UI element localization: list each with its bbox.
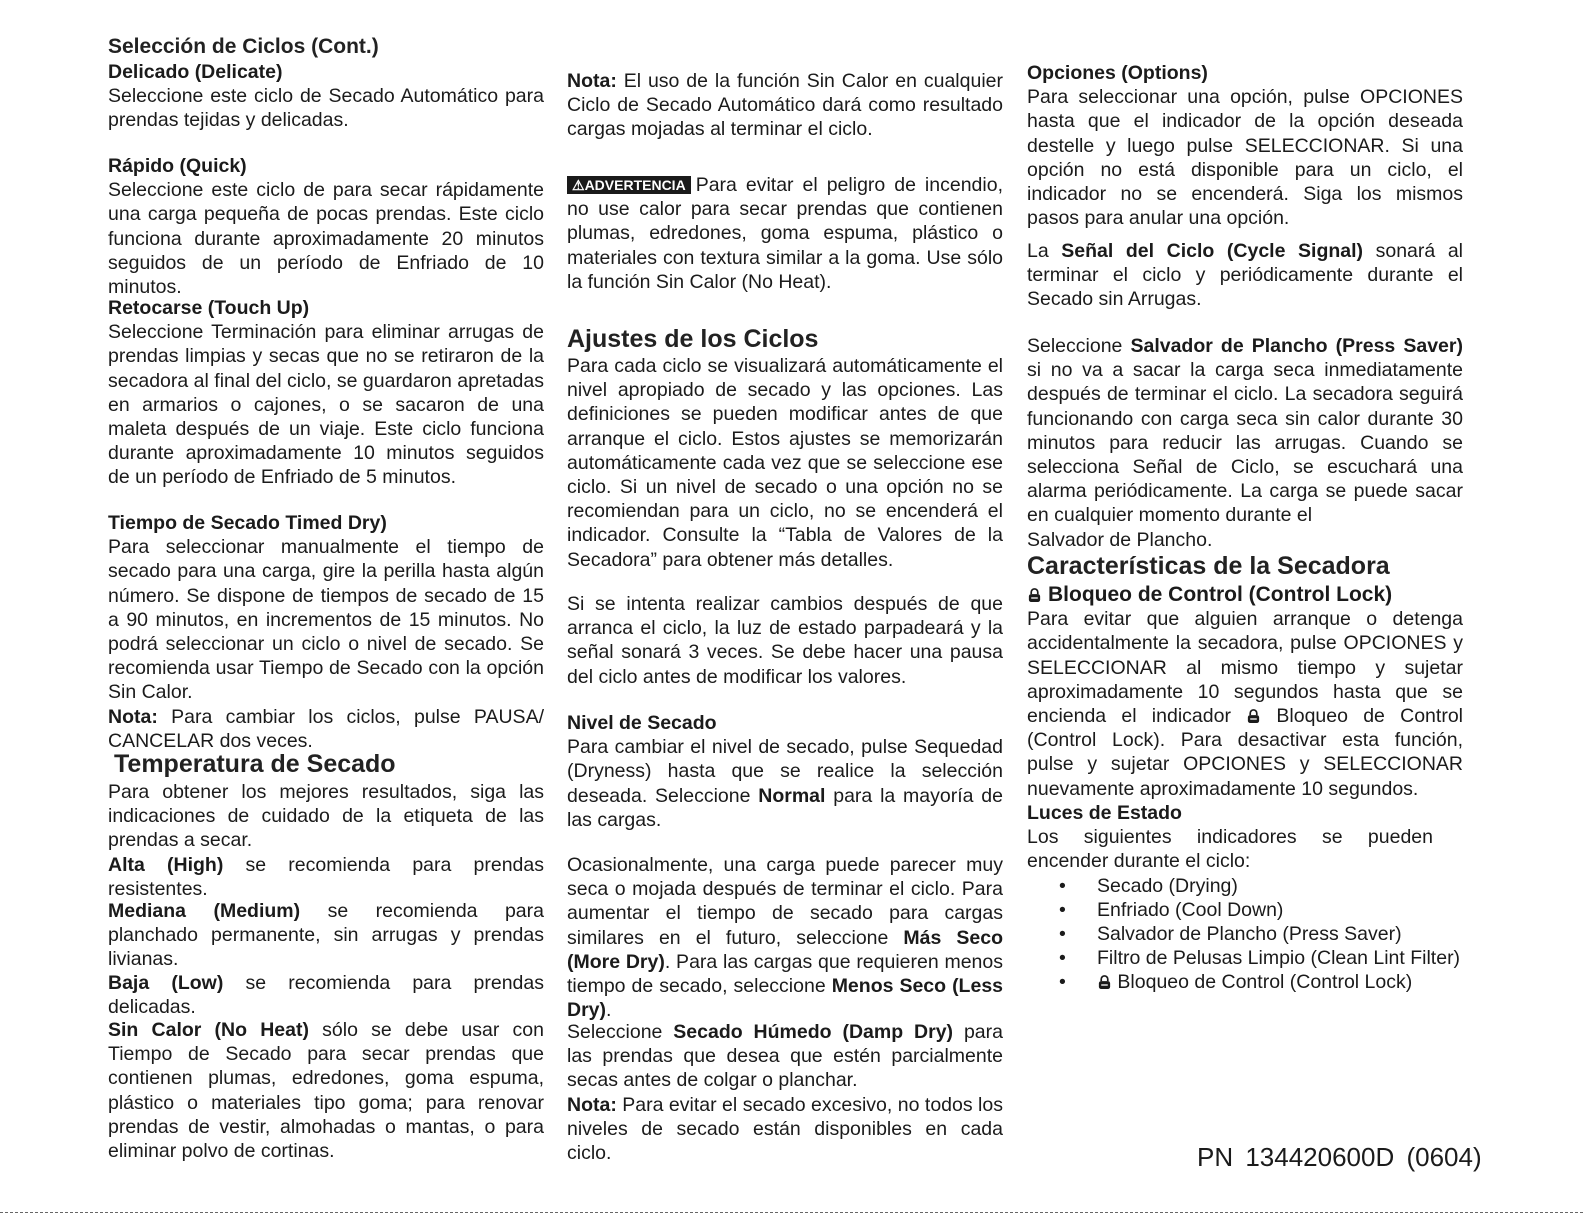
control-lock-heading-label: Bloqueo de Control (Control Lock) [1048,583,1393,606]
press-text-2: si no va a sacar la carga seca inmediatamente después de terminar el ciclo. La secadora seguirá funcionando con carga seca sin calor durante 30 minutos para reducir las arrugas. Cuando se selecciona Señal de Ciclo, se escuchará una alarma periódicamente. La carga se puede sacar en cualquier momento durante el [1027,359,1463,527]
temperature-section [108,780,544,901]
less-dry-label: Menos Seco (Less Dry) [567,975,1004,1022]
status-lights-list [1027,874,1463,995]
list-item-label: Bloqueo de Control (Control Lock) [1112,971,1413,994]
damp-text-2: para las prendas que desea que estén parcialmente secas antes de colgar o planchar. [567,1021,1003,1092]
lock-icon [1097,974,1112,990]
occasional-text-1: Ocasionalmente, una carga puede parecer muy seca o mojada después de terminar el ciclo. Para aumentar el tiempo de secado para cargas similares en el futuro, seleccione [567,854,1003,949]
delicate-text: Seleccione este ciclo de Secado Automático para prendas tejidas y delicadas. [108,85,544,132]
dryness-heading: Nivel de Secado [567,712,717,734]
list-item: • Secado (Drying) [1027,874,1463,898]
low-section [108,971,544,1019]
options-heading: Opciones (Options) [1027,62,1208,84]
noheat-note [567,69,1003,142]
touchup-text: Seleccione Terminación para eliminar arrugas de prendas limpias y secas que no se retiraron de la secadora al final del ciclo, se guardaron apretadas en armarios o cajones, o se sacaron de una maleta después de un viaje. Este ciclo funciona durante aproximadamente 10 minutos seguidos de un período de Enfriado de 5 minutos. [108,321,544,489]
status-lights-heading: Luces de Estado [1027,802,1182,824]
features-heading: Características de la Secadora [1027,552,1390,580]
settings-paragraph-2: Si se intenta realizar cambios después de que arranca el ciclo, la luz de estado parpadeará y la señal sonará 3 veces. Se debe hacer una pausa del ciclo antes de modificar los valores. [567,593,1003,688]
touchup-section [108,296,544,490]
occasional-text-3: . [606,999,612,1022]
timed-dry-section [108,511,544,753]
press-saver-section [1027,334,1463,552]
lock-icon [1246,708,1261,724]
note-label: Nota: [567,70,617,92]
warning-text: Para evitar el peligro de incendio, no use calor para secar prendas que contienen plumas, edredones, goma espuma, plástico o materiales con textura similar a la goma. Use sólo la función Sin Calor (No Heat). [567,174,1003,293]
warning-badge-label: ADVERTENCIA [584,177,686,193]
timed-dry-heading: Tiempo de Secado Timed Dry) [108,512,387,534]
list-item [1027,970,1463,994]
delicate-heading: Delicado (Delicate) [108,61,283,83]
settings-paragraph-1: Para cada ciclo se visualizará automáticamente el nivel apropiado de secado y las opciones. Las definiciones se pueden modificar antes de que arranque el ciclo. Estos ajustes se memorizarán automáticamente cada vez que se seleccione ese ciclo. Si un nivel de secado o una opción no se recomiendan para un ciclo, no se encenderá el indicador. Consulte la “Tabla de Valores de la Secadora” para obtener más detalles. [567,355,1003,571]
timed-note-text: Para cambiar los ciclos, pulse PAUSA/ CANCELAR dos veces. [108,705,544,752]
low-text: se recomienda para prendas delicadas. [108,972,544,1019]
press-text-3: Salvador de Plancho. [1027,528,1213,551]
status-lights-section [1027,801,1463,995]
more-dry-label: Más Seco (More Dry) [567,926,1003,973]
temperature-heading: Temperatura de Secado [114,750,396,778]
list-item: • Enfriado (Cool Down) [1027,898,1463,922]
noheat-label: Sin Calor (No Heat) [108,1019,309,1041]
list-item: • Salvador de Plancho (Press Saver) [1027,922,1463,946]
control-lock-text-2: Bloqueo de Control (Control Lock). Para desactivar esta función, pulse y sujetar OPCIONES y SELECCIONAR nuevamente aproximadamente 10 segundos. [1027,705,1463,800]
list-item: • Filtro de Pelusas Limpio (Clean Lint Filter) [1027,946,1463,970]
control-lock-section [1027,583,1463,801]
noheat-text: sólo se debe usar con Tiempo de Secado para secar prendas que contienen plumas, edredones, goma espuma, plástico o materiales tipo goma; para renovar prendas de vestir, almohadas o mantas, o para eliminar polvo de cortinas. [108,1019,544,1163]
occasional-text-2: . Para las cargas que requieren menos tiempo de secado, seleccione [567,950,1004,998]
low-label: Baja (Low) [108,972,224,994]
options-section [1027,61,1463,230]
press-text-1: Seleccione [1027,335,1131,357]
warning-badge: ⚠ADVERTENCIA [567,176,691,194]
signal-text-2: sonará al terminar el ciclo y periódicamente durante el Secado sin Arrugas. [1027,240,1464,311]
note-text: El uso de la función Sin Calor en cualquier Ciclo de Secado Automático dará como resultado cargas mojadas al terminar el ciclo. [567,70,1003,141]
damp-dry-label: Secado Húmedo (Damp Dry) [673,1021,954,1043]
press-saver-label: Salvador de Plancho (Press Saver) [1130,335,1463,357]
part-number: PN 134420600D (0604) [1197,1142,1482,1172]
noheat-section [108,1018,544,1163]
medium-text: se recomienda para planchado permanente, sin arrugas y prendas livianas. [108,900,544,971]
control-lock-heading [1027,583,1463,607]
cycle-signal-section [1027,239,1463,312]
dryness-text-2: para la mayoría de las cargas. [567,784,1003,831]
dryness-section [567,711,1003,832]
delicate-section [108,60,544,133]
damp-text-1: Seleccione [567,1021,674,1043]
note2-label: Nota: [567,1093,617,1116]
page-divider [0,1212,1583,1213]
temperature-intro: Para obtener los mejores resultados, siga las indicaciones de cuidado de la etiqueta de las prendas a secar. [108,781,544,852]
options-text: Para seleccionar una opción, pulse OPCIONES hasta que el indicador de la opción deseada destelle y luego pulse SELECCIONAR. Si una opción no está disponible para un ciclo, el indicador no se encenderá. Siga los mismos pasos para anular una opción. [1027,86,1463,230]
medium-section [108,899,544,972]
timed-dry-text: Para seleccionar manualmente el tiempo de secado para una carga, gire la perilla hasta algún número. Se dispone de tiempos de secado de 15 a 90 minutos, en incrementos de 15 minutos. No podrá seleccionar un ciclo o nivel de secado. Se recomienda usar Tiempo de Secado con la opción Sin Calor. [108,536,544,704]
signal-text-1: La [1027,240,1062,262]
status-lights-intro: Los siguientes indicadores se pueden encender durante el ciclo: [1027,826,1433,873]
cycle-signal-label: Señal del Ciclo (Cycle Signal) [1061,240,1364,262]
dryness-text-1: Para cambiar el nivel de secado, pulse Sequedad (Dryness) hasta que se realice la selección deseada. Seleccione [567,736,1003,807]
high-text: se recomienda para prendas resistentes. [108,853,544,900]
quick-section [108,154,544,299]
control-lock-text-1: Para evitar que alguien arranque o detenga accidentalmente la secadora, pulse OPCIONES y SELECCIONAR al mismo tiempo y sujetar aproximadamente 10 segundos hasta que se encienda el indicador [1027,608,1463,728]
high-label: Alta (High) [108,853,224,876]
lock-icon [1027,587,1042,603]
occasional-section [567,853,1003,1022]
note2-text: Para evitar el secado excesivo, no todos los niveles de secado están disponibles en cada ciclo. [567,1093,1003,1165]
page-heading: Selección de Ciclos (Cont.) [108,35,379,58]
dryness-normal: Normal [758,784,826,807]
damp-dry-section [567,1020,1003,1165]
settings-heading: Ajustes de los Ciclos [567,325,819,353]
warning-block [567,173,1003,294]
touchup-heading: Retocarse (Touch Up) [108,297,310,319]
quick-heading: Rápido (Quick) [108,155,247,177]
medium-label: Mediana (Medium) [108,900,301,922]
quick-text: Seleccione este ciclo de para secar rápidamente una carga pequeña de pocas prendas. Este ciclo funciona durante aproximadamente 20 minutos seguidos de un período de Enfriado de 10 minutos. [108,179,544,299]
timed-note-label: Nota: [108,705,158,728]
